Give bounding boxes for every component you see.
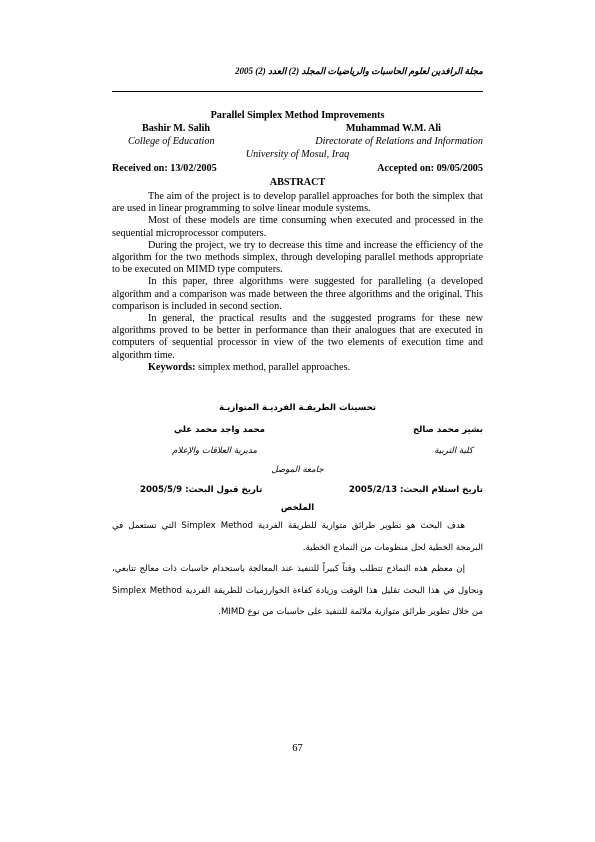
abstract-paragraph: The aim of the project is to develop parallel approaches for both the simplex that are used in linear programming to solve linear module systems.	[112, 191, 483, 215]
author-name: Muhammad W.M. Ali	[345, 123, 441, 134]
arabic-abstract-heading: الملخص	[280, 503, 315, 513]
page-number: 67	[292, 743, 303, 754]
arabic-received-date: تاريخ استلام البحث: 2005/2/13	[348, 485, 483, 495]
arabic-abstract	[112, 516, 483, 624]
paper-title: Parallel Simplex Method Improvements	[210, 110, 385, 121]
abstract-paragraph: In this paper, three algorithms were suggested for paralleling (a developed algorithm and a comparison was made between the three algorithms and the original. This comparison is included in second section.	[112, 276, 483, 312]
arabic-dates-row	[112, 485, 483, 495]
arabic-affiliation: مديرية العلاقات والإعلام	[172, 446, 257, 456]
arabic-university: جامعة الموصل	[271, 465, 324, 475]
abstract	[112, 191, 483, 374]
arabic-paragraph: إن معظم هذه النماذج تتطلب وقتاً كبيراً للتنفيذ عند المعالجة باستخدام حاسبات ذات معالج تتابعي، ونحاول في هذا البحث تقليل هذا الوقت وزيادة كفاءة الخوارزميات للطريقة الفردية Simplex Method من خلال تطوير طرائق متوازية ملائمة للتنفيذ على حاسبات من نوع MIMD.	[112, 564, 484, 617]
arabic-affiliation: كلية التربية	[434, 446, 473, 456]
authors-row	[112, 123, 483, 135]
arabic-author: محمد واجد محمد علي	[174, 425, 265, 435]
abstract-paragraph: In general, the practical results and the suggested programs for these new algorithms proved to be better in performance than their analogues that are executed in computers of sequential processor in view of the two elements of execution time and algorithm time.	[112, 313, 483, 361]
author-name: Bashir M. Salih	[142, 123, 211, 134]
accepted-date: Accepted on: 09/05/2005	[377, 163, 483, 174]
keywords-text: simplex method, parallel approaches.	[195, 361, 351, 373]
affiliations-row	[112, 136, 483, 148]
arabic-title: تحسينات الطريقـة الفرديـة المتوازيـة	[218, 403, 377, 413]
affiliation: College of Education	[128, 136, 215, 147]
abstract-paragraph: During the project, we try to decrease this time and increase the efficiency of the algorithm for the two methods simplex, through developing parallel methods appropriate to be executed on MIMD type computers.	[112, 239, 483, 276]
keywords-label: Keywords:	[148, 361, 196, 373]
received-date: Received on: 13/02/2005	[112, 163, 217, 174]
arabic-accepted-date: تاريخ قبول البحث: 2005/5/9	[140, 485, 263, 495]
abstract-paragraph: Most of these models are time consuming when executed and processed in the sequential microprocessor computers.	[112, 215, 483, 239]
university: University of Mosul, Iraq	[245, 149, 350, 160]
abstract-heading: ABSTRACT	[269, 177, 326, 188]
keywords	[112, 362, 483, 374]
dates-row	[112, 163, 483, 175]
affiliation: Directorate of Relations and Information	[315, 136, 483, 147]
running-head: مجلة الرافدين لعلوم الحاسبات والرياضيات المجلد (2) العدد (2) 2005	[235, 66, 483, 76]
arabic-paragraph: هدف البحث هو تطوير طرائق متوازية للطريقة الفردية Simplex Method التي تستعمل في البرمجة الخطية لحل منظومات من النماذج الخطية.	[112, 521, 483, 553]
header-rule	[112, 91, 483, 92]
arabic-author: بشير محمد صالح	[412, 425, 483, 435]
